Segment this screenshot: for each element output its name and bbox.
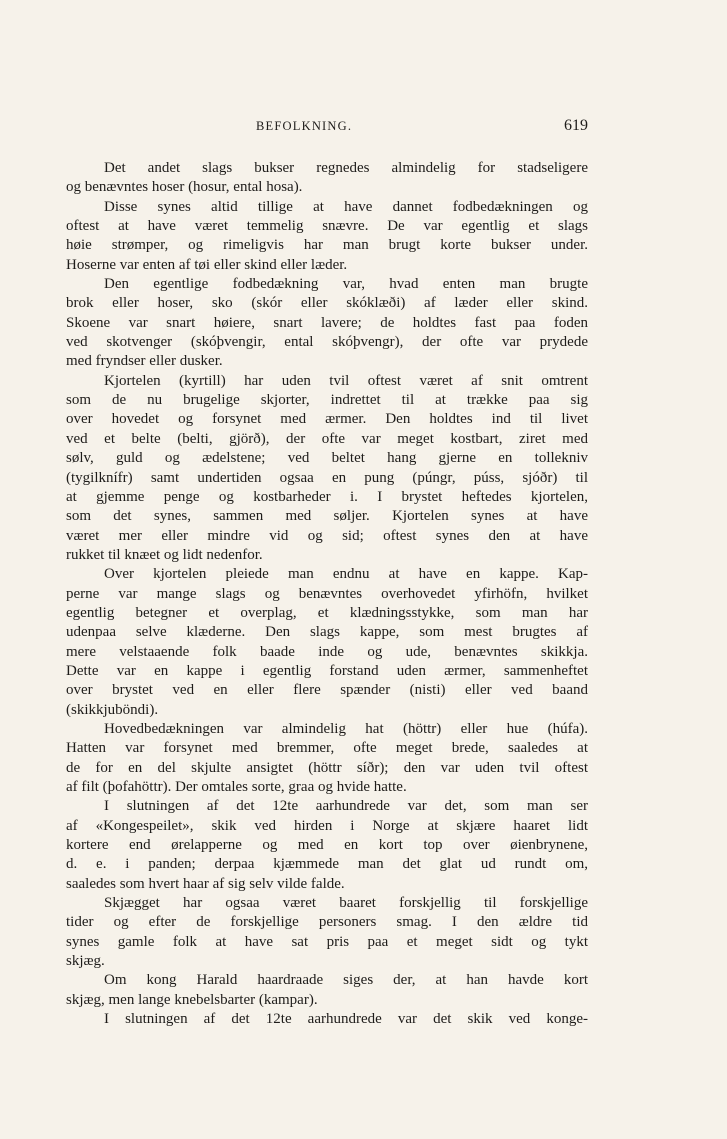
text-line: d. e. i panden; derpaa kjæmmede man det glat ud rundt om, <box>66 856 588 873</box>
text-line: (skikkjuböndi). <box>66 701 159 718</box>
text-line: sølv, guld og ædelstene; ved beltet hang gjerne en tollekniv <box>66 450 588 467</box>
text-line: over hovedet og forsynet med ærmer. Den holdtes ind til livet <box>66 411 588 428</box>
text-line: med fryndser eller dusker. <box>66 353 223 370</box>
text-line: Den egentlige fodbedækning var, hvad enten man brugte <box>104 276 588 293</box>
text-line: de for en del skjulte ansigtet (höttr síðr); den var uden tvil oftest <box>66 759 588 776</box>
text-line: kortere end ørelapperne og med en kort top over øienbrynene, <box>66 837 588 854</box>
text-line: rukket til knæet og lidt nedenfor. <box>66 546 263 563</box>
text-line: som de nu brugelige skjorter, indrettet til at trække paa sig <box>66 392 588 409</box>
text-line: brok eller hoser, sko (skór eller skóklæði) af læder eller skind. <box>66 295 588 312</box>
text-line: mere velstaaende folk baade inde og ude, benævntes skikkja. <box>66 643 588 660</box>
text-line: (tygilknífr) samt undertiden ogsaa en pung (púngr, púss, sjóðr) til <box>66 469 588 486</box>
text-line: ved skotvenger (skóþvengir, ental skóþvengr), der ofte var prydede <box>66 334 588 351</box>
running-title: BEFOLKNING. <box>256 119 353 133</box>
text-line: høie strømper, og rimeligvis har man brugt korte bukser under. <box>66 237 588 254</box>
text-line: ved et belte (belti, gjörð), der ofte var meget kostbart, ziret med <box>66 430 588 447</box>
text-line: skjæg, men lange knebelsbarter (kampar). <box>66 991 318 1008</box>
text-line: synes gamle folk at have sat pris paa et meget sidt og tykt <box>66 933 588 950</box>
text-line: over brystet ved en eller flere spænder (nisti) eller ved baand <box>66 682 588 699</box>
text-line: saaledes som hvert haar af sig selv vilde falde. <box>66 875 345 892</box>
text-line: Skjægget har ogsaa været baaret forskjellig til forskjellige <box>104 895 588 912</box>
text-line: udenpaa selve klæderne. Den slags kappe, som mest brugtes af <box>66 624 588 641</box>
text-line: som det synes, sammen med søljer. Kjortelen synes at have <box>66 508 588 525</box>
text-line: Hatten var forsynet med bremmer, ofte meget brede, saaledes at <box>66 740 588 757</box>
text-line: og benævntes hoser (hosur, ental hosa). <box>66 179 303 196</box>
page-number: 619 <box>564 117 588 134</box>
text-line: tider og efter de forskjellige personers smag. I den ældre tid <box>66 914 588 931</box>
text-line: Hoserne var enten af tøi eller skind eller læder. <box>66 256 348 273</box>
text-line: Om kong Harald haardraade siges der, at han havde kort <box>104 972 588 989</box>
text-line: skjæg. <box>66 953 105 970</box>
text-line: oftest at have været temmelig snævre. De var egentlig et slags <box>66 218 588 235</box>
text-line: Hovedbedækningen var almindelig hat (höttr) eller hue (húfa). <box>104 720 588 737</box>
body-text <box>66 159 588 1029</box>
page-header <box>66 119 588 141</box>
text-line: I slutningen af det 12te aarhundrede var det skik ved konge- <box>104 1011 588 1028</box>
text-line: Skoene var snart høiere, snart lavere; de holdtes fast paa foden <box>66 314 588 331</box>
text-line: Kjortelen (kyrtill) har uden tvil oftest været af snit omtrent <box>104 372 588 389</box>
text-line: af «Kongespeilet», skik ved hirden i Norge at skjære haaret lidt <box>66 817 588 834</box>
text-line: Disse synes altid tillige at have dannet fodbedækningen og <box>104 198 588 215</box>
text-line: perne var mange slags og benævntes overhovedet yfirhöfn, hvilket <box>66 585 588 602</box>
text-line: Over kjortelen pleiede man endnu at have en kappe. Kap- <box>104 566 588 583</box>
text-line: Dette var en kappe i egentlig forstand uden ærmer, sammenheftet <box>66 662 588 679</box>
text-line: Det andet slags bukser regnedes almindelig for stadseligere <box>104 160 588 176</box>
text-line: I slutningen af det 12te aarhundrede var det, som man ser <box>104 798 588 815</box>
text-line: at gjemme penge og kostbarheder i. I brystet heftedes kjortelen, <box>66 488 588 505</box>
text-line: af filt (þofahöttr). Der omtales sorte, graa og hvide hatte. <box>66 779 407 795</box>
text-line: egentlig betegner et overplag, et klædningsstykke, som man har <box>66 604 588 621</box>
text-line: været mer eller mindre vid og sid; oftest synes den at have <box>66 527 588 544</box>
